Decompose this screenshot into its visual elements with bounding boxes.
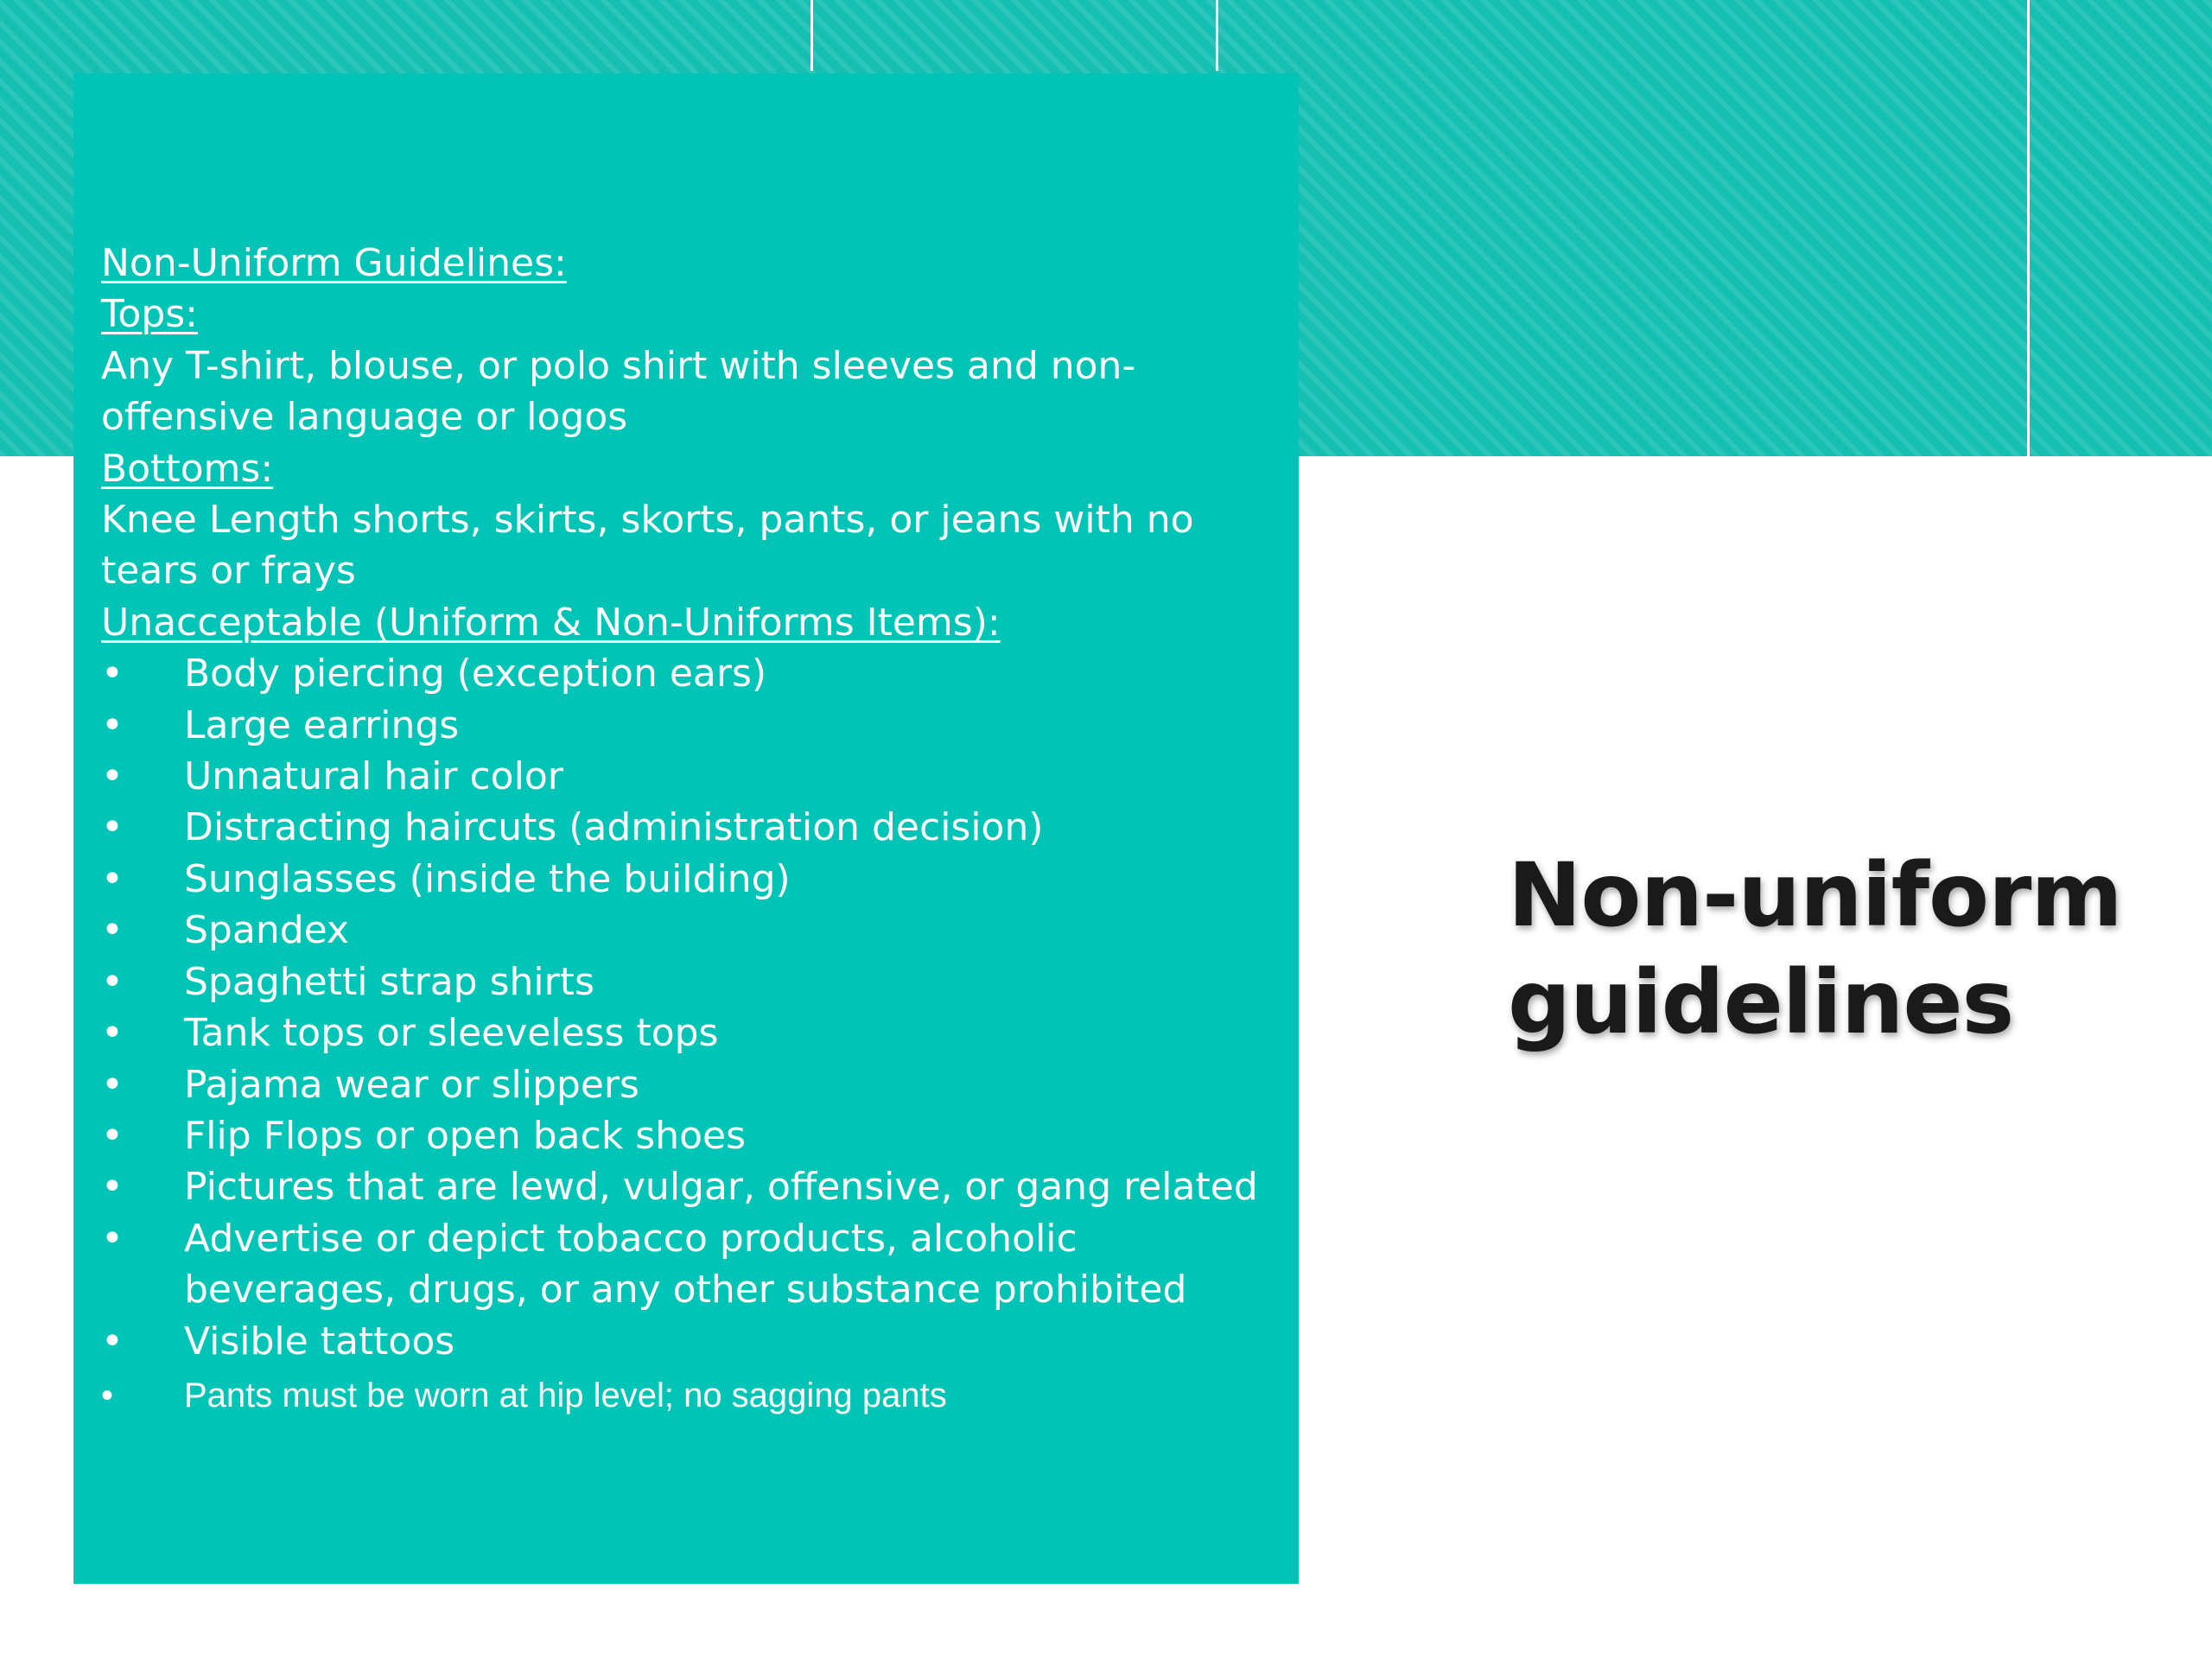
list-item-text: Advertise or depict tobacco products, alcoholic beverages, drugs, or any other substance prohibited — [184, 1216, 1187, 1313]
panel-heading: Non-Uniform Guidelines: — [101, 241, 567, 285]
list-item-text: Tank tops or sleeveless tops — [184, 1011, 719, 1056]
list-item-text: Spandex — [184, 908, 349, 953]
list-item — [101, 751, 1281, 802]
list-item — [101, 1161, 1281, 1212]
list-item — [101, 1316, 1281, 1367]
bottoms-label: Bottoms: — [101, 446, 274, 491]
bullet-icon: • — [101, 1165, 124, 1210]
list-item-text: Body piercing (exception ears) — [184, 652, 767, 696]
bullet-icon: • — [101, 1062, 124, 1107]
list-item — [101, 957, 1281, 1007]
list-item-text: Flip Flops or open back shoes — [184, 1113, 747, 1158]
bullet-icon: • — [101, 1216, 124, 1261]
list-item — [101, 1213, 1281, 1316]
bullet-icon: • — [101, 856, 124, 901]
bullet-icon: • — [101, 754, 124, 799]
list-item — [101, 905, 1281, 956]
list-item — [101, 700, 1281, 751]
tops-label: Tops: — [101, 292, 198, 337]
unacceptable-label: Unacceptable (Uniform & Non-Uniforms Items): — [101, 600, 1001, 645]
list-item — [101, 854, 1281, 905]
bullet-icon: • — [101, 805, 124, 850]
list-item — [101, 1110, 1281, 1161]
band-divider — [1216, 0, 1218, 71]
list-item-text: Distracting haircuts (administration decision) — [184, 805, 1044, 850]
band-divider — [2027, 0, 2030, 456]
list-item-text: Unnatural hair color — [184, 754, 563, 799]
unacceptable-list — [101, 648, 1281, 1421]
bullet-icon: • — [101, 1319, 124, 1363]
slide-title: Non-uniform guidelines — [1508, 844, 2122, 1054]
list-item-text: Pajama wear or slippers — [184, 1062, 639, 1107]
list-item — [101, 1059, 1281, 1110]
band-divider — [810, 0, 813, 71]
bullet-icon: • — [101, 959, 124, 1004]
list-item — [101, 1007, 1281, 1058]
bullet-icon: • — [101, 1376, 114, 1414]
list-item-text: Visible tattoos — [184, 1319, 455, 1363]
bullet-icon: • — [101, 908, 124, 953]
bullet-icon: • — [101, 1113, 124, 1158]
tops-text: Any T-shirt, blouse, or polo shirt with sleeves and non-offensive language or logos — [101, 343, 1136, 440]
list-item — [101, 1370, 1281, 1421]
list-item — [101, 802, 1281, 853]
guidelines-panel — [73, 73, 1299, 1584]
list-item-text: Large earrings — [184, 702, 460, 747]
list-item-text: Sunglasses (inside the building) — [184, 856, 791, 901]
bullet-icon: • — [101, 1011, 124, 1056]
list-item-text: Spaghetti strap shirts — [184, 959, 594, 1004]
bottoms-text: Knee Length shorts, skirts, skorts, pants, or jeans with no tears or frays — [101, 498, 1194, 594]
bullet-icon: • — [101, 652, 124, 696]
list-item — [101, 648, 1281, 699]
list-item-text: Pictures that are lewd, vulgar, offensive, or gang related — [184, 1165, 1258, 1210]
list-item-text: Pants must be worn at hip level; no sagging pants — [184, 1376, 947, 1414]
bullet-icon: • — [101, 702, 124, 747]
